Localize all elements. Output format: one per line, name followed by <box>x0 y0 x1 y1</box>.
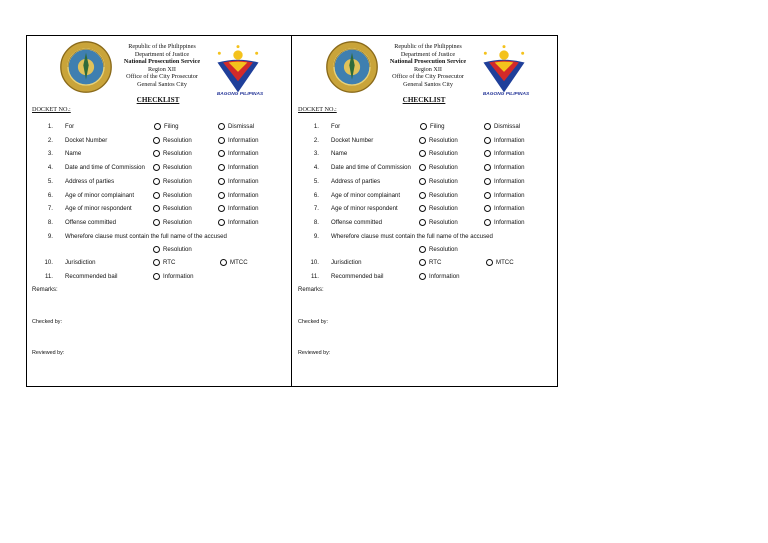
item-number: 1. <box>47 123 53 130</box>
option-2[interactable] <box>484 219 524 226</box>
option-1[interactable] <box>420 123 445 130</box>
radio-circle-icon[interactable] <box>419 246 426 253</box>
option-2-label: MTCC <box>230 259 248 266</box>
option-1-label: Filing <box>430 123 445 130</box>
item-label: For <box>65 123 75 130</box>
radio-circle-icon[interactable] <box>218 137 225 144</box>
item-label: Jurisdiction <box>65 259 96 266</box>
radio-circle-icon[interactable] <box>218 205 225 212</box>
option-2[interactable] <box>484 150 524 157</box>
item-number: 7. <box>313 205 319 213</box>
header-line1: Republic of the Philippines <box>128 43 196 50</box>
checklist-item <box>27 123 292 133</box>
radio-circle-icon[interactable] <box>484 205 491 212</box>
radio-circle-icon[interactable] <box>218 123 225 130</box>
checklist-item <box>27 192 292 202</box>
radio-circle-icon[interactable] <box>154 123 161 130</box>
option-1-label: Resolution <box>163 177 192 185</box>
item-label: Date and time of Commission <box>331 164 411 172</box>
option-1[interactable] <box>153 259 175 266</box>
item-label: Age of minor complainant <box>65 191 135 199</box>
option-2[interactable] <box>484 123 520 130</box>
radio-circle-icon[interactable] <box>419 192 426 199</box>
option-1-label: Resolution <box>163 164 192 172</box>
checklist-item <box>293 205 558 215</box>
item-label: Wherefore clause must contain the full name of the accused <box>331 232 493 240</box>
radio-circle-icon[interactable] <box>419 273 426 280</box>
option-1[interactable] <box>153 192 192 199</box>
option-2[interactable] <box>484 164 524 171</box>
option-1[interactable] <box>153 137 192 144</box>
radio-circle-icon[interactable] <box>153 178 160 185</box>
option-1[interactable] <box>419 219 458 226</box>
radio-circle-icon[interactable] <box>484 137 491 144</box>
option-2[interactable] <box>486 259 514 266</box>
header-line4: Region XII <box>147 65 176 73</box>
option-1-label: RTC <box>163 259 176 266</box>
option-2[interactable] <box>218 219 258 226</box>
logo-text: BAGONG PILIPINAS <box>482 92 530 97</box>
item-number: 9. <box>47 232 53 240</box>
checklist-item <box>293 123 558 133</box>
remarks-label: Remarks: <box>298 287 324 293</box>
option-2[interactable] <box>218 123 254 130</box>
header-line6: General Santos City <box>137 80 187 88</box>
checklist-item <box>27 233 292 243</box>
doj-seal-icon <box>325 40 379 94</box>
item-number: 3. <box>47 150 53 158</box>
option-2-label: Information <box>494 164 525 172</box>
option-2-label: Dismissal <box>228 123 255 130</box>
header-text <box>373 43 483 89</box>
option-1-label: Information <box>163 273 194 280</box>
option-1-label: Resolution <box>163 218 192 226</box>
option-1-label: Resolution <box>163 205 192 213</box>
option-2-label: Information <box>228 164 259 172</box>
doj-seal-icon <box>59 40 113 94</box>
radio-circle-icon[interactable] <box>484 123 491 130</box>
radio-circle-icon[interactable] <box>419 137 426 144</box>
option-1-label: RTC <box>429 259 442 266</box>
option-1[interactable] <box>419 205 458 212</box>
item-label: Recommended bail <box>331 273 384 280</box>
option-2[interactable] <box>484 205 524 212</box>
option-2-label: Information <box>494 191 525 199</box>
bagong-pilipinas-logo-icon <box>210 43 266 99</box>
item-number: 4. <box>313 164 319 172</box>
checklist-item <box>293 273 558 283</box>
item-label: Age of minor respondent <box>331 205 398 213</box>
option-1[interactable] <box>154 123 179 130</box>
checklist-item <box>27 137 292 147</box>
option-2[interactable] <box>484 178 524 185</box>
item-label: Docket Number <box>65 136 108 144</box>
item-label: Age of minor respondent <box>65 205 132 213</box>
checklist-item <box>293 164 558 174</box>
option-1[interactable] <box>419 164 458 171</box>
option-1-label: Resolution <box>429 218 458 226</box>
option-1[interactable] <box>419 273 459 280</box>
option-2-label: Information <box>494 205 525 213</box>
option-1[interactable] <box>153 205 192 212</box>
option-1-label: Resolution <box>429 150 458 158</box>
checklist-item <box>27 164 292 174</box>
option-1[interactable] <box>153 178 192 185</box>
radio-circle-icon[interactable] <box>419 150 426 157</box>
checklist-item <box>293 259 558 269</box>
header-line5: Office of the City Prosecutor <box>126 73 198 81</box>
radio-circle-icon[interactable] <box>484 164 491 171</box>
header-line2: Department of Justice <box>400 50 456 58</box>
option-1[interactable] <box>419 137 458 144</box>
radio-circle-icon[interactable] <box>419 219 426 226</box>
item-number: 2. <box>313 136 319 144</box>
remarks-label: Remarks: <box>32 287 58 293</box>
item-label: Offense committed <box>65 218 117 226</box>
checklist-item <box>27 273 292 283</box>
reviewed-by-label: Reviewed by: <box>298 350 331 356</box>
option-1[interactable] <box>419 246 458 253</box>
radio-circle-icon[interactable] <box>484 150 491 157</box>
radio-circle-icon[interactable] <box>218 178 225 185</box>
option-2[interactable] <box>218 150 258 157</box>
item-label: Name <box>331 150 348 158</box>
radio-circle-icon[interactable] <box>220 259 227 266</box>
item-label: Docket Number <box>331 136 374 144</box>
radio-circle-icon[interactable] <box>153 273 160 280</box>
checked-by-label: Checked by: <box>298 319 328 325</box>
option-2[interactable] <box>218 137 258 144</box>
option-2-label: Information <box>228 218 259 226</box>
option-1-label: Resolution <box>429 205 458 213</box>
option-1[interactable] <box>419 192 458 199</box>
option-1-label: Filing <box>164 123 179 130</box>
docket-number-label: DOCKET NO.: <box>32 106 71 113</box>
option-1-label: Resolution <box>429 191 458 199</box>
checklist-item <box>27 150 292 160</box>
option-2-label: Information <box>494 218 525 226</box>
radio-circle-icon[interactable] <box>419 164 426 171</box>
item-number: 5. <box>313 177 319 185</box>
item-label: For <box>331 123 341 130</box>
item-label: Date and time of Commission <box>65 164 145 172</box>
item-label: Age of minor complainant <box>331 191 401 199</box>
item-label: Wherefore clause must contain the full name of the accused <box>65 232 227 240</box>
item-label: Jurisdiction <box>331 259 362 266</box>
option-2-label: Dismissal <box>494 123 521 130</box>
header-line4: Region XII <box>413 65 442 73</box>
option-1-label: Resolution <box>429 136 458 144</box>
item-label: Offense committed <box>331 218 383 226</box>
checklist-sub-item <box>27 246 292 256</box>
option-2[interactable] <box>218 205 258 212</box>
item-label: Recommended bail <box>65 273 118 280</box>
form-header <box>293 38 558 97</box>
option-2-label: Information <box>494 177 525 185</box>
item-number: 8. <box>47 218 53 226</box>
checklist-item <box>27 205 292 215</box>
radio-circle-icon[interactable] <box>153 219 160 226</box>
radio-circle-icon[interactable] <box>153 137 160 144</box>
radio-circle-icon[interactable] <box>218 219 225 226</box>
checklist-form-left <box>27 36 292 386</box>
checklist-item <box>27 178 292 188</box>
header-line6: General Santos City <box>403 80 453 88</box>
option-2[interactable] <box>218 178 258 185</box>
radio-circle-icon[interactable] <box>153 259 160 266</box>
option-2-label: Information <box>228 136 259 144</box>
option-2-label: Information <box>228 191 259 199</box>
option-2-label: Information <box>228 177 259 185</box>
option-2-label: MTCC <box>496 259 514 266</box>
item-number: 1. <box>313 123 319 130</box>
checklist-item <box>293 219 558 229</box>
header-text <box>107 43 217 89</box>
radio-circle-icon[interactable] <box>419 259 426 266</box>
radio-circle-icon[interactable] <box>153 150 160 157</box>
radio-circle-icon[interactable] <box>218 150 225 157</box>
item-number: 11. <box>310 273 319 280</box>
checklist-title: CHECKLIST <box>136 96 180 104</box>
option-1-label: Resolution <box>429 177 458 185</box>
docket-number-label: DOCKET NO.: <box>298 106 337 113</box>
option-1-label: Resolution <box>163 136 192 144</box>
option-1[interactable] <box>153 219 192 226</box>
checklist-item <box>293 192 558 202</box>
item-label: Name <box>65 150 82 158</box>
option-2-label: Information <box>228 205 259 213</box>
radio-circle-icon[interactable] <box>153 164 160 171</box>
option-2[interactable] <box>218 192 258 199</box>
bagong-pilipinas-logo-icon <box>476 43 532 99</box>
radio-circle-icon[interactable] <box>153 246 160 253</box>
option-1-label: Resolution <box>163 191 192 199</box>
option-1-label: Resolution <box>163 245 192 253</box>
reviewed-by-label: Reviewed by: <box>32 350 65 356</box>
option-2[interactable] <box>484 137 524 144</box>
radio-circle-icon[interactable] <box>486 259 493 266</box>
option-1-label: Resolution <box>163 150 192 158</box>
checklist-title: CHECKLIST <box>402 96 446 104</box>
item-label: Address of parties <box>65 177 115 185</box>
option-2[interactable] <box>484 192 524 199</box>
checklist-item <box>293 137 558 147</box>
option-1[interactable] <box>153 164 192 171</box>
item-number: 6. <box>47 191 53 199</box>
radio-circle-icon[interactable] <box>484 219 491 226</box>
radio-circle-icon[interactable] <box>218 164 225 171</box>
item-number: 11. <box>44 273 53 280</box>
item-number: 10. <box>310 259 319 266</box>
checklist-sub-item <box>293 246 558 256</box>
radio-circle-icon[interactable] <box>484 178 491 185</box>
option-2-label: Information <box>494 150 525 158</box>
checklist-sheet <box>26 35 558 387</box>
radio-circle-icon[interactable] <box>419 205 426 212</box>
radio-circle-icon[interactable] <box>218 192 225 199</box>
item-number: 3. <box>313 150 319 158</box>
header-line3: National Prosecution Service <box>389 58 467 66</box>
item-number: 8. <box>313 218 319 226</box>
item-number: 9. <box>313 232 319 240</box>
option-1-label: Resolution <box>429 164 458 172</box>
option-2-label: Information <box>494 136 525 144</box>
item-number: 7. <box>47 205 53 213</box>
radio-circle-icon[interactable] <box>419 178 426 185</box>
checklist-item <box>293 233 558 243</box>
item-number: 4. <box>47 164 53 172</box>
option-1[interactable] <box>419 150 458 157</box>
option-1[interactable] <box>153 246 192 253</box>
radio-circle-icon[interactable] <box>153 192 160 199</box>
radio-circle-icon[interactable] <box>484 192 491 199</box>
header-line5: Office of the City Prosecutor <box>392 73 464 81</box>
header-line1: Republic of the Philippines <box>394 43 462 50</box>
header-line3: National Prosecution Service <box>123 58 201 66</box>
item-number: 2. <box>47 136 53 144</box>
checklist-item <box>27 219 292 229</box>
option-1-label: Resolution <box>429 245 458 253</box>
option-2[interactable] <box>218 164 258 171</box>
checked-by-label: Checked by: <box>32 319 62 325</box>
checklist-form-right <box>293 36 558 386</box>
logo-text: BAGONG PILIPINAS <box>216 92 264 97</box>
header-line2: Department of Justice <box>134 50 190 58</box>
option-2-label: Information <box>228 150 259 158</box>
item-number: 10. <box>44 259 53 266</box>
radio-circle-icon[interactable] <box>153 205 160 212</box>
option-1-label: Information <box>429 273 460 280</box>
form-header <box>27 38 292 97</box>
radio-circle-icon[interactable] <box>420 123 427 130</box>
option-1[interactable] <box>419 259 441 266</box>
checklist-item <box>293 150 558 160</box>
item-label: Address of parties <box>331 177 381 185</box>
option-1[interactable] <box>419 178 458 185</box>
option-2[interactable] <box>220 259 248 266</box>
option-1[interactable] <box>153 273 193 280</box>
checklist-item <box>293 178 558 188</box>
checklist-item <box>27 259 292 269</box>
item-number: 6. <box>313 191 319 199</box>
item-number: 5. <box>47 177 53 185</box>
option-1[interactable] <box>153 150 192 157</box>
